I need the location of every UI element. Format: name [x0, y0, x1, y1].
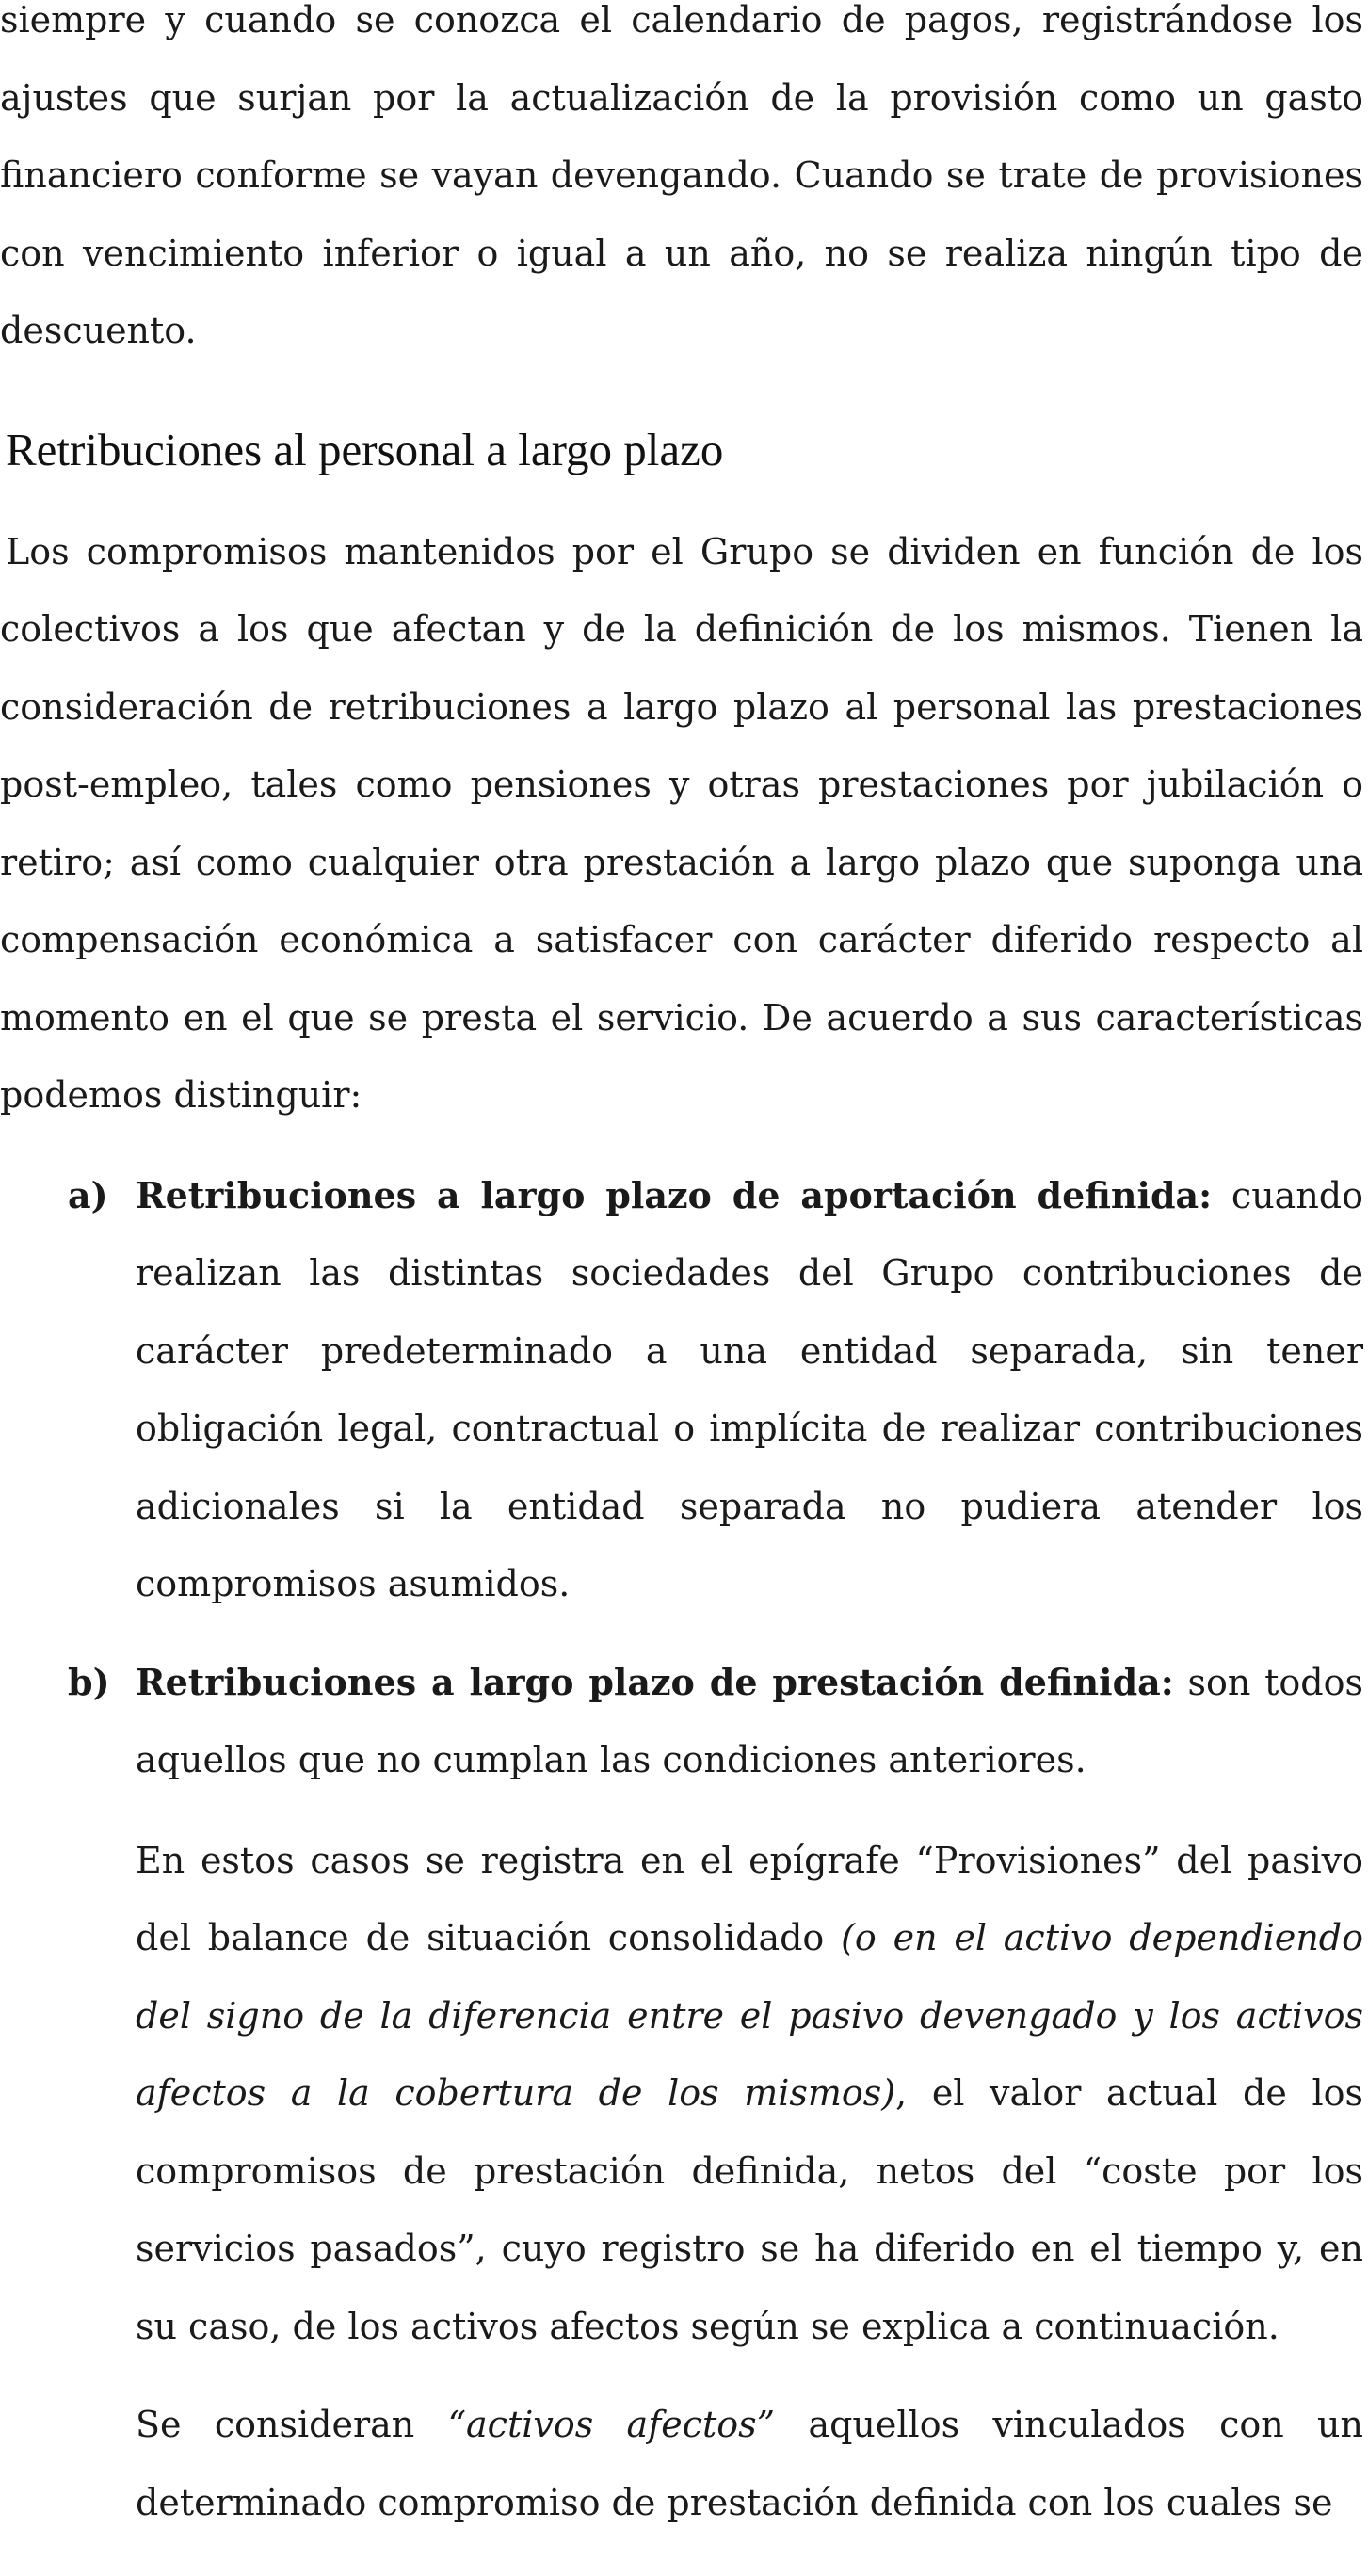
list-item-a-text: cuando realizan las distintas sociedades del Grupo contribuciones de carácter predeterminado a una entidad separada, sin tener obligación legal, contractual o implícita de realizar contribuciones adicionales si la entidad separada no pudiera atender los compromisos asumidos.	[136, 1174, 1363, 1604]
section-heading: Retribuciones al personal a largo plazo	[6, 423, 724, 475]
sub-paragraph-provisions-text-1: En estos casos se registra en el epígrafe “Provisiones” del pasivo del balance de situación consolidado	[136, 1839, 1363, 1958]
intro-paragraph-text: Los compromisos mantenidos por el Grupo se dividen en función de los colectivos a los que afectan y de la definición de los mismos. Tienen la consideración de retribuciones a largo plazo al personal las prestaciones post-empleo, tales como pensiones y otras prestaciones por jubilación o retiro; así como cualquier otra prestación a largo plazo que suponga una compensación económica a satisfacer con carácter diferido respecto al momento en el que se presta el servicio. De acuerdo a sus características podemos distinguir:	[0, 530, 1363, 1116]
list-item-b-term: Retribuciones a largo plazo de prestación definida:	[136, 1660, 1174, 1703]
sub-paragraph-assets-text-2: aquellos vinculados con un determinado compromiso de prestación definida con los cuales se	[136, 2404, 1363, 2523]
list-marker-a: a)	[68, 1173, 108, 1216]
sub-paragraph-provisions	[0, 1822, 1363, 2366]
list-item-b	[0, 1644, 1363, 1799]
sub-paragraph-assets	[0, 2386, 1363, 2541]
intro-paragraph	[0, 513, 1363, 1135]
list-item-a-term: Retribuciones a largo plazo de aportación definida:	[136, 1173, 1213, 1216]
sub-paragraph-assets-italic: “activos afectos”	[447, 2404, 776, 2445]
list-item-b-text: son todos aquellos que no cumplan las condiciones anteriores.	[136, 1661, 1363, 1780]
sub-paragraph-provisions-text-2: , el valor actual de los compromisos de prestación definida, netos del “coste por los servicios pasados”, cuyo registro se ha diferido en el tiempo y, en su caso, de los activos afectos según se explica a continuación.	[136, 2072, 1363, 2347]
list-item-a	[0, 1157, 1363, 1623]
continued-paragraph: siempre y cuando se conozca el calendario de pagos, registrándose los ajustes que surjan por la actualización de la provisión como un gasto financiero conforme se vayan devengando. Cuando se trate de provisiones con vencimiento inferior o igual a un año, no se realiza ningún tipo de descuento.	[0, 0, 1363, 351]
list-marker-b: b)	[68, 1660, 110, 1703]
sub-paragraph-provisions-italic: (o en el activo dependiendo del signo de la diferencia entre el pasivo devengado y los activos afectos a la cobertura de los mismos)	[136, 1917, 1363, 2114]
sub-paragraph-assets-text-1: Se consideran	[136, 2404, 448, 2445]
